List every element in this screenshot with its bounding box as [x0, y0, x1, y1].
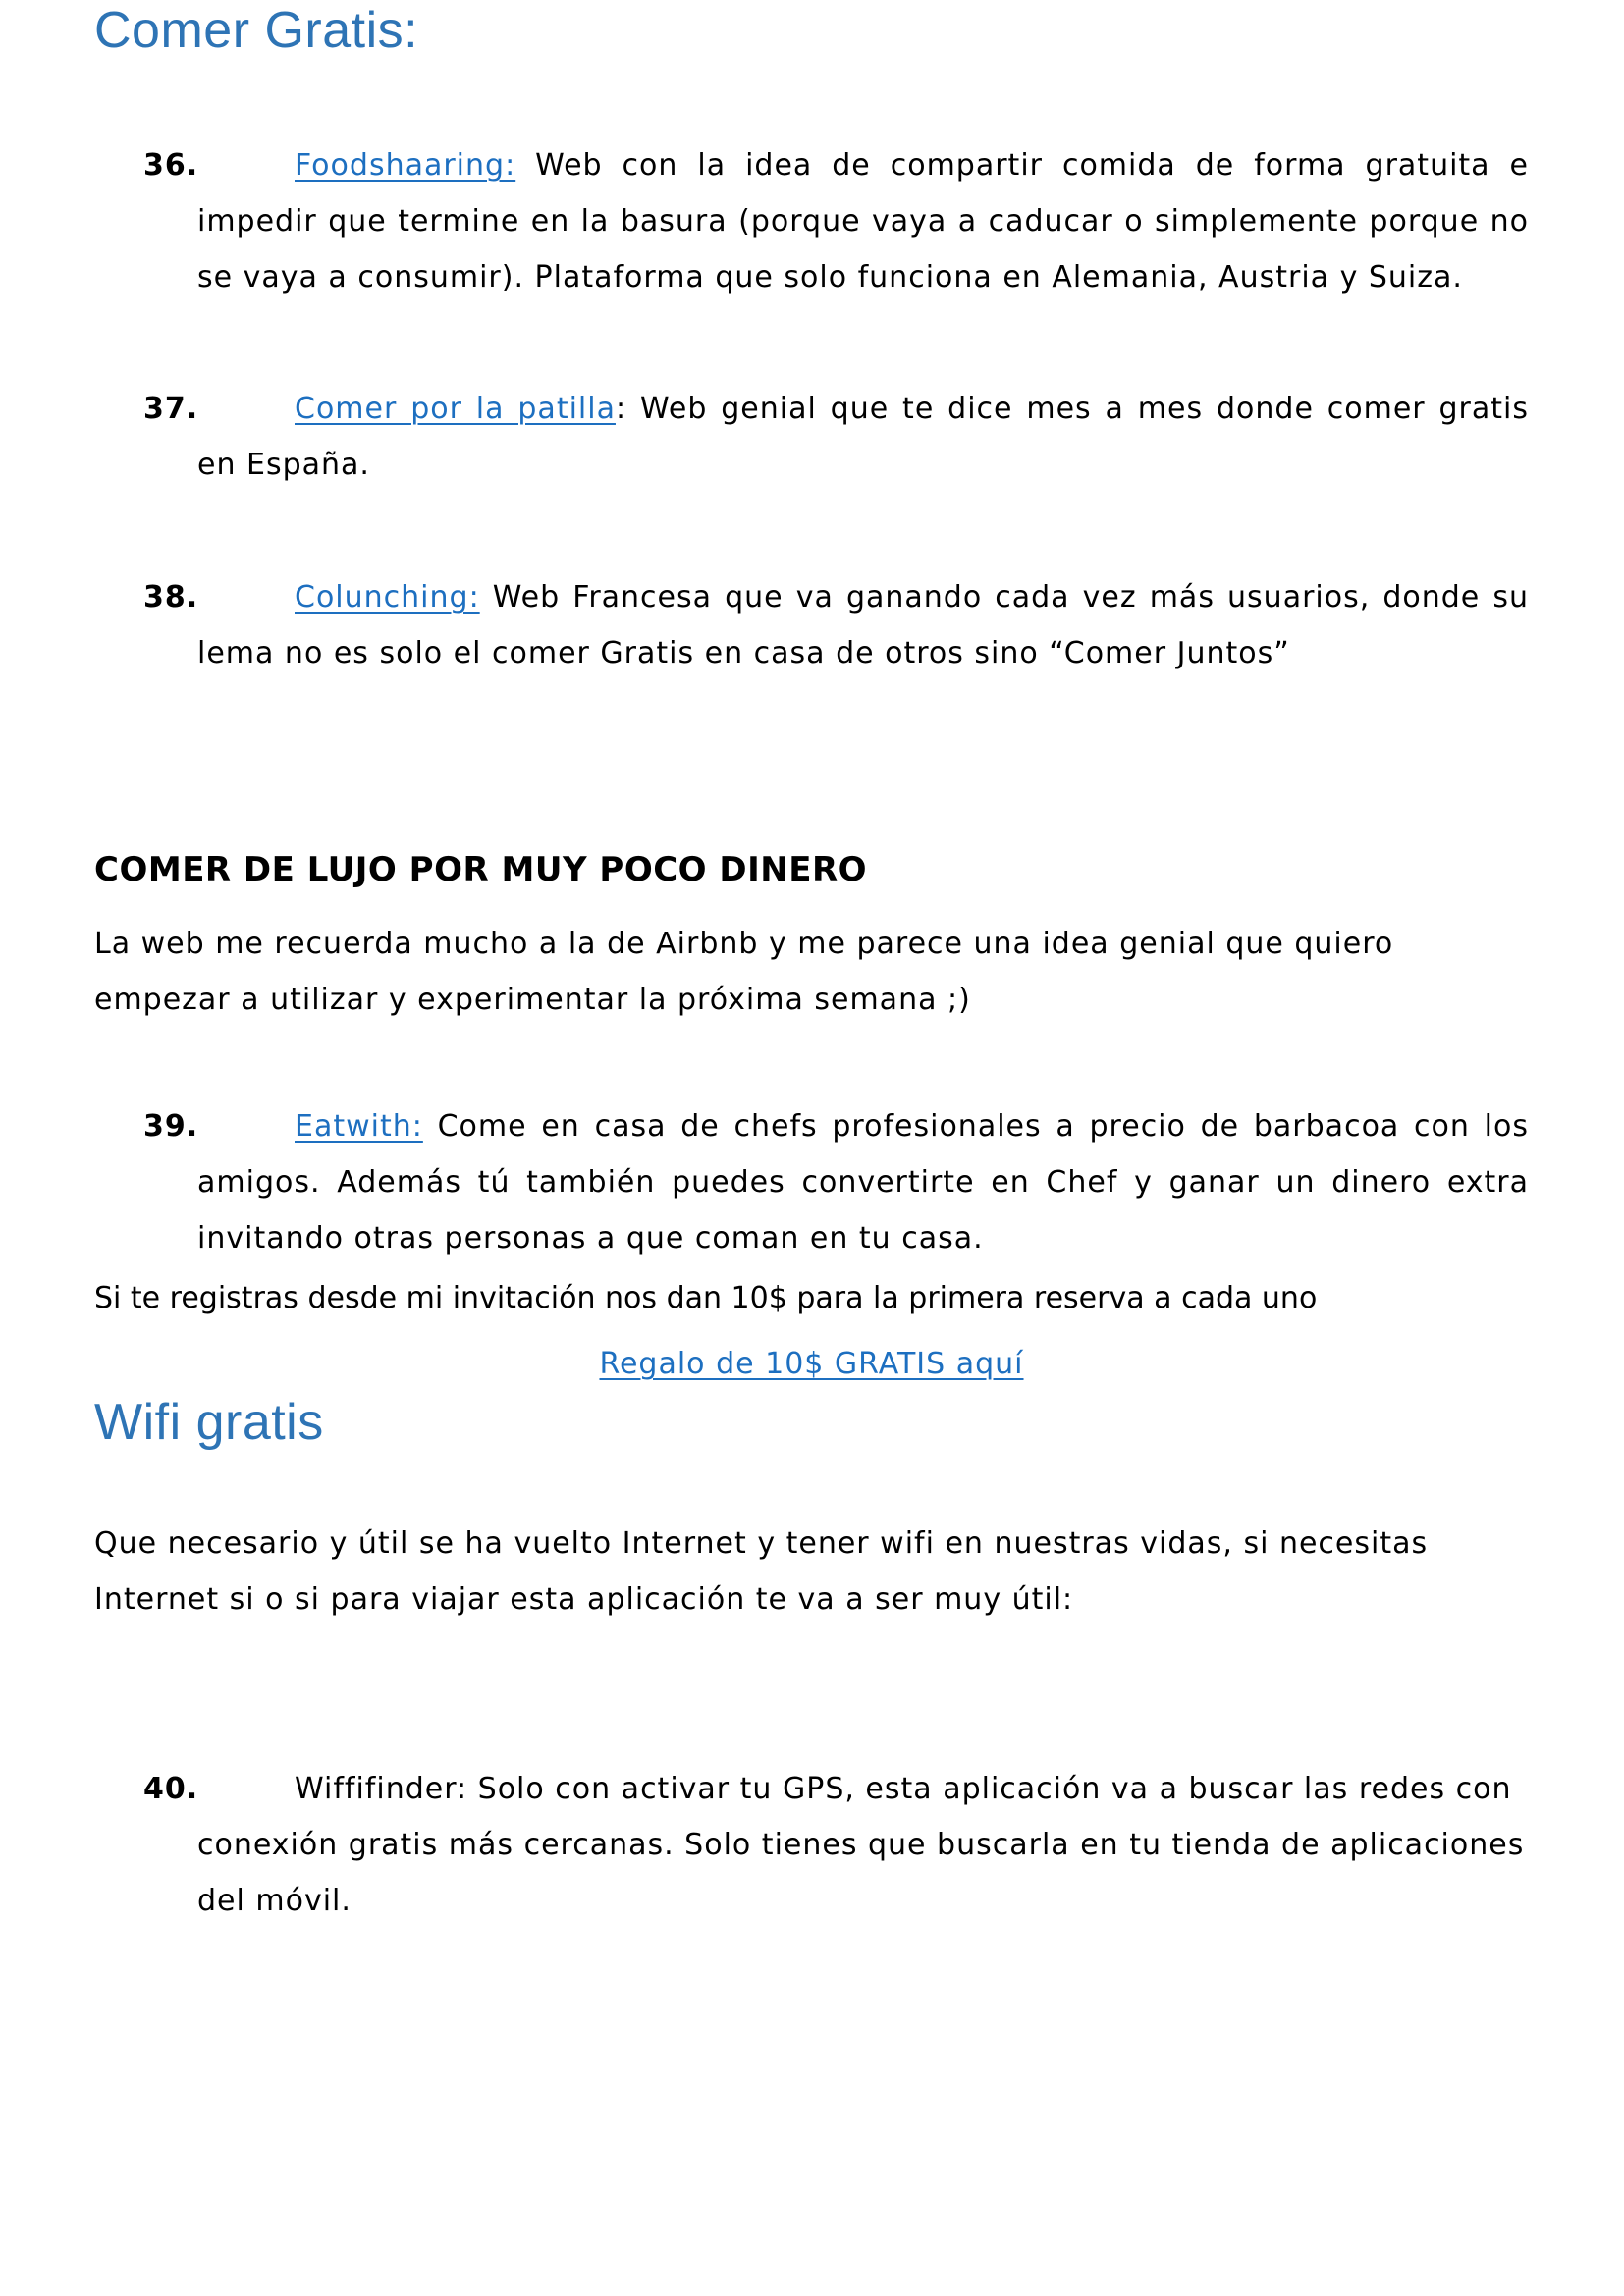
- foodshaaring-link[interactable]: Foodshaaring:: [295, 148, 516, 183]
- paragraph-wifi-intro: Que necesario y útil se ha vuelto Internet y tener wifi en nuestras vidas, si necesitas Internet si o si para viajar esta aplicación te va a ser muy útil:: [94, 1526, 1429, 1617]
- regalo-10-gratis-link[interactable]: Regalo de 10$ GRATIS aquí: [599, 1347, 1024, 1381]
- paragraph-airbnb-intro: La web me recuerda mucho a la de Airbnb y me parece una idea genial que quiero empezar a utilizar y experimentar la próxima semana ;): [94, 927, 1394, 1017]
- heading-wifi-gratis: Wifi gratis: [94, 1394, 324, 1451]
- list-item-40-number: 40.: [143, 1772, 199, 1806]
- list-item-40-text: Wiffifinder: Solo con activar tu GPS, esta aplicación va a buscar las redes con conexión gratis más cercanas. Solo tienes que buscarla en tu tienda de aplicaciones del móvil.: [197, 1772, 1525, 1918]
- paragraph-registration-note: Si te registras desde mi invitación nos dan 10$ para la primera reserva a cada uno: [94, 1281, 1318, 1315]
- list-item-38: [94, 569, 1529, 737]
- list-item-37-text: : Web genial que te dice mes a mes donde comer gratis en España.: [197, 392, 1529, 482]
- list-item-39: [94, 1098, 1529, 1266]
- comer-por-la-patilla-link[interactable]: Comer por la patilla: [295, 392, 616, 426]
- list-item-37: [94, 381, 1529, 493]
- list-item-39-number: 39.: [143, 1109, 199, 1144]
- list-item-38-text: Web Francesa que va ganando cada vez más usuarios, donde su lema no es solo el comer Gratis en casa de otros sino “Comer Juntos”: [197, 580, 1529, 670]
- list-item-40: [94, 1761, 1529, 1929]
- list-item-37-number: 37.: [143, 392, 199, 426]
- colunching-link[interactable]: Colunching:: [295, 580, 480, 614]
- eatwith-link[interactable]: Eatwith:: [295, 1109, 423, 1144]
- list-item-39-text: Come en casa de chefs profesionales a precio de barbacoa con los amigos. Además tú también puedes convertirte en Chef y ganar un dinero extra invitando otras personas a que coman en tu casa.: [197, 1109, 1529, 1255]
- list-item-38-number: 38.: [143, 580, 199, 614]
- list-item-36-number: 36.: [143, 148, 199, 183]
- list-item-36: [94, 137, 1529, 361]
- heading-comer-de-lujo: COMER DE LUJO POR MUY POCO DINERO: [94, 850, 868, 889]
- gift-link-row: [94, 1336, 1529, 1392]
- list-item-36-text: Web con la idea de compartir comida de forma gratuita e impedir que termine en la basura (porque vaya a caducar o simplemente porque no se vaya a consumir). Plataforma que solo funciona en Alemania, Austria y Suiza.: [197, 148, 1529, 294]
- heading-comer-gratis: Comer Gratis:: [94, 2, 419, 59]
